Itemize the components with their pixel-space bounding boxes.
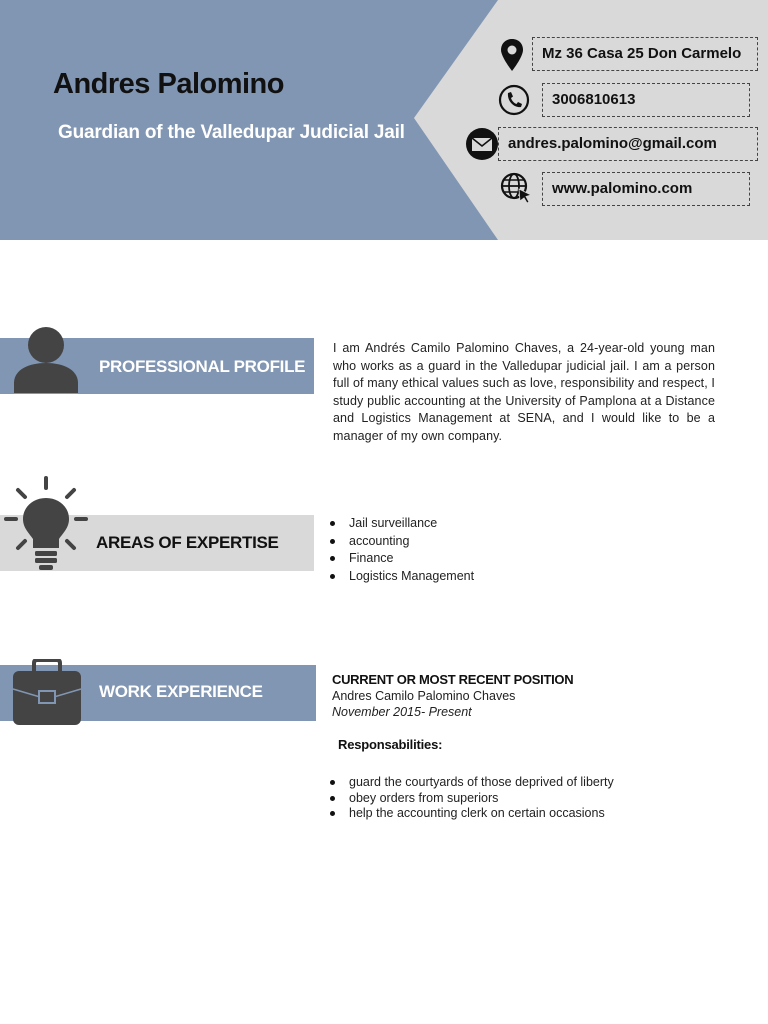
email-field: andres.palomino@gmail.com (498, 127, 758, 161)
list-item: guard the courtyards of those deprived of liberty (327, 775, 614, 791)
list-item: Finance (327, 550, 474, 568)
list-item: help the accounting clerk on certain occasions (327, 806, 614, 822)
candidate-name: Andres Palomino (53, 68, 284, 100)
candidate-title: Guardian of the Valledupar Judicial Jail (58, 122, 405, 143)
list-item: obey orders from superiors (327, 791, 614, 807)
responsibilities-heading: Responsabilities: (338, 737, 443, 752)
responsibilities-list (327, 775, 614, 822)
job-heading: CURRENT OR MOST RECENT POSITION (332, 672, 574, 687)
globe-cursor-icon (499, 171, 533, 205)
profile-text: I am Andrés Camilo Palomino Chaves, a 24-year-old young man who works as a guard in the Valledupar judicial jail. I am a person full of many ethical values such as love, responsibility and respect, I study public accounting at the University of Pamplona at a Distance and Logistics Management at SENA, and I would like to be a manager of my own company. (333, 341, 715, 443)
experience-section-label: WORK EXPERIENCE (99, 682, 263, 701)
profile-section-label: PROFESSIONAL PROFILE (99, 357, 306, 376)
job-person: Andres Camilo Palomino Chaves (332, 689, 516, 703)
lightbulb-icon (4, 476, 88, 572)
address-field: Mz 36 Casa 25 Don Carmelo (532, 37, 758, 71)
expertise-list (327, 515, 474, 585)
envelope-icon (465, 127, 499, 161)
website-field: www.palomino.com (542, 172, 750, 206)
briefcase-icon (12, 659, 82, 726)
location-pin-icon (495, 38, 529, 72)
list-item: Jail surveillance (327, 515, 474, 533)
phone-icon (497, 83, 531, 117)
job-dates: November 2015- Present (332, 705, 472, 719)
list-item: Logistics Management (327, 568, 474, 586)
expertise-section-label: AREAS OF EXPERTISE (96, 533, 279, 552)
person-icon (14, 325, 78, 393)
list-item: accounting (327, 533, 474, 551)
phone-field: 3006810613 (542, 83, 750, 117)
